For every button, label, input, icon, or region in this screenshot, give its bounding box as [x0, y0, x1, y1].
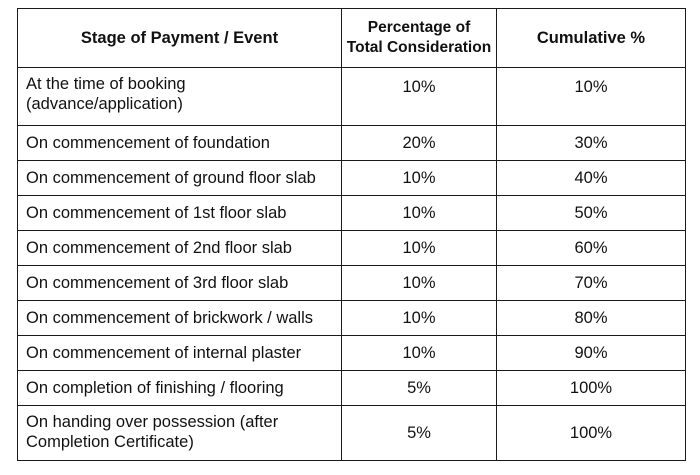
percentage-cell: 10% [342, 161, 497, 196]
cumulative-cell: 100% [497, 406, 686, 461]
header-percentage [342, 9, 497, 68]
table-row [18, 336, 686, 371]
payment-schedule-table [17, 8, 686, 461]
payment-schedule-container [17, 8, 686, 461]
cumulative-cell: 80% [497, 301, 686, 336]
stage-cell: On commencement of foundation [18, 126, 342, 161]
stage-cell: On completion of finishing / flooring [18, 371, 342, 406]
stage-cell: On commencement of internal plaster [18, 336, 342, 371]
percentage-cell: 10% [342, 196, 497, 231]
stage-cell: On handing over possession (after Completion Certificate) [18, 406, 342, 461]
table-row [18, 161, 686, 196]
percentage-cell: 20% [342, 126, 497, 161]
table-row [18, 231, 686, 266]
percentage-cell: 10% [342, 68, 497, 126]
header-cumulative: Cumulative % [497, 9, 686, 68]
table-row [18, 301, 686, 336]
table-row [18, 371, 686, 406]
percentage-cell: 5% [342, 371, 497, 406]
header-percentage-line2: Total Consideration [346, 39, 492, 56]
header-stage: Stage of Payment / Event [18, 9, 342, 68]
cumulative-cell: 50% [497, 196, 686, 231]
stage-cell: On commencement of brickwork / walls [18, 301, 342, 336]
cumulative-cell: 60% [497, 231, 686, 266]
percentage-cell: 10% [342, 336, 497, 371]
table-row [18, 126, 686, 161]
table-row [18, 406, 686, 461]
header-row [18, 9, 686, 68]
table-row [18, 266, 686, 301]
cumulative-cell: 10% [497, 68, 686, 126]
stage-cell: On commencement of 1st floor slab [18, 196, 342, 231]
cumulative-cell: 30% [497, 126, 686, 161]
percentage-cell: 10% [342, 231, 497, 266]
stage-cell: On commencement of ground floor slab [18, 161, 342, 196]
stage-cell: On commencement of 2nd floor slab [18, 231, 342, 266]
table-row [18, 196, 686, 231]
cumulative-cell: 90% [497, 336, 686, 371]
header-percentage-line1: Percentage of [367, 19, 471, 36]
cumulative-cell: 70% [497, 266, 686, 301]
stage-cell: On commencement of 3rd floor slab [18, 266, 342, 301]
percentage-cell: 5% [342, 406, 497, 461]
percentage-cell: 10% [342, 301, 497, 336]
table-row [18, 68, 686, 126]
cumulative-cell: 40% [497, 161, 686, 196]
cumulative-cell: 100% [497, 371, 686, 406]
percentage-cell: 10% [342, 266, 497, 301]
stage-cell: At the time of booking (advance/application) [18, 68, 342, 126]
